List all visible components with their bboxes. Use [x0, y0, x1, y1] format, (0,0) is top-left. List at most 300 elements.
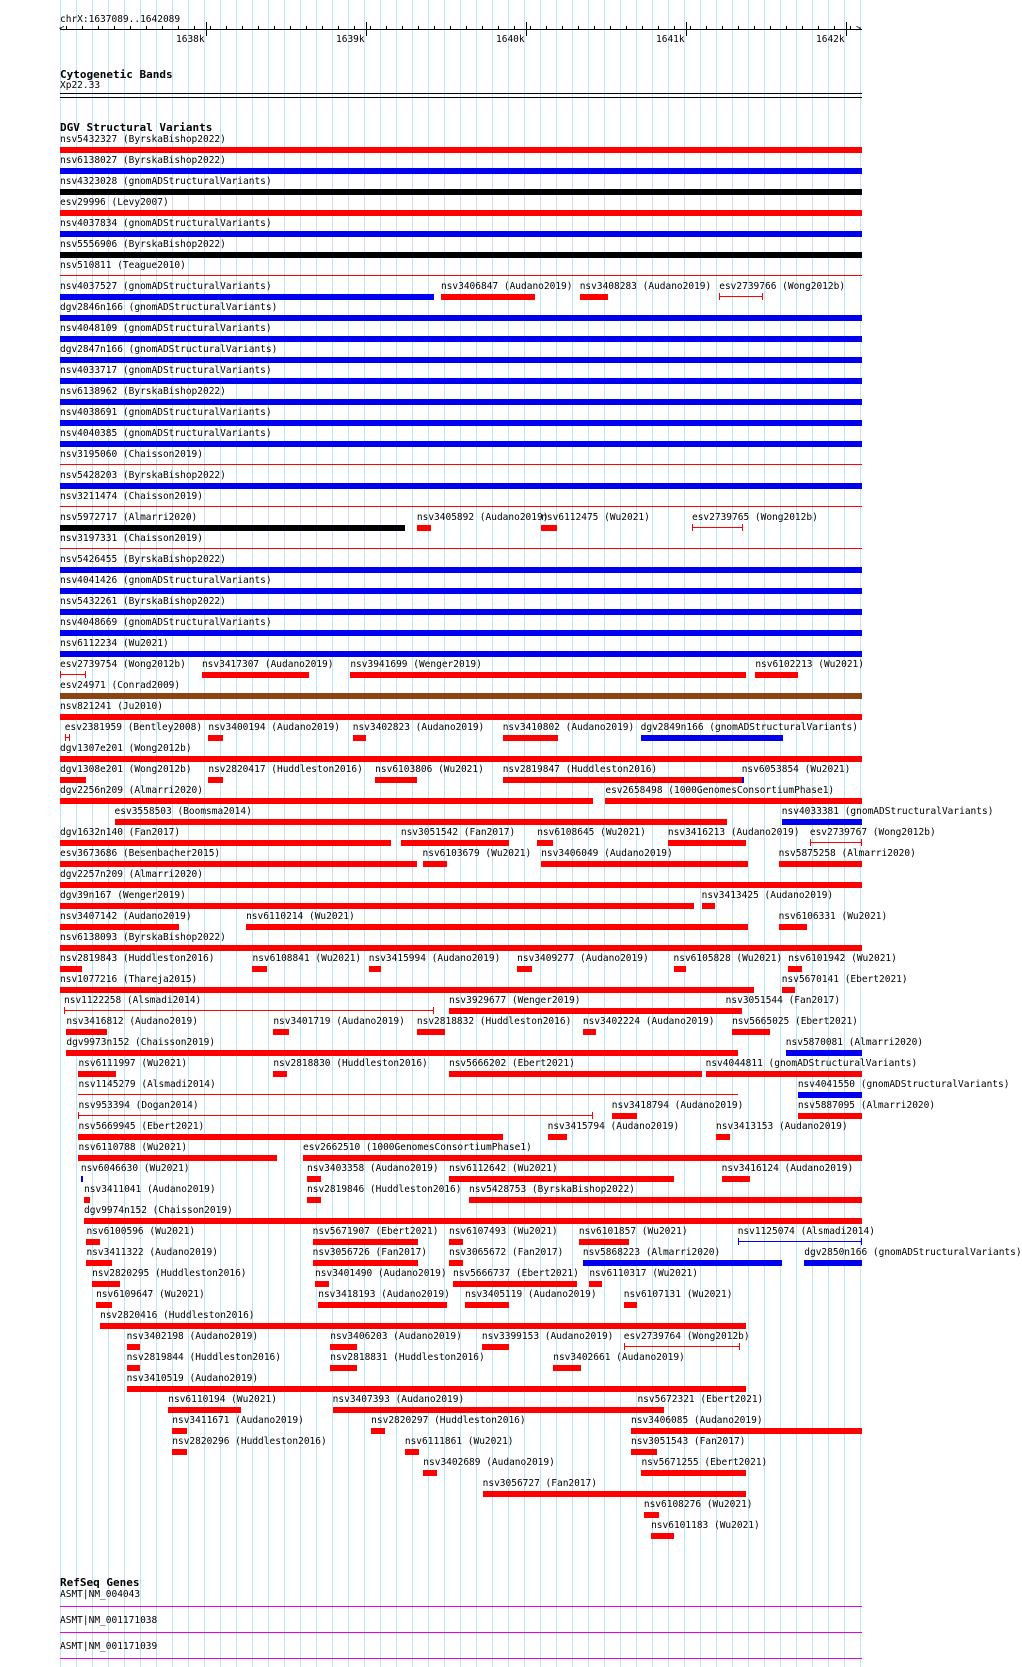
sv-feature-label[interactable]: nsv3941699 (Wenger2019): [350, 659, 482, 670]
sv-feature-label[interactable]: nsv5665025 (Ebert2021): [732, 1016, 858, 1027]
sv-feature-label[interactable]: nsv3411041 (Audano2019): [84, 1184, 216, 1195]
sv-feature-bar[interactable]: [60, 987, 754, 993]
sv-feature-label[interactable]: nsv3402823 (Audano2019): [352, 722, 485, 733]
sv-feature-label[interactable]: nsv4048669 (gnomADStructuralVariants): [60, 617, 272, 628]
sv-feature-bar[interactable]: [330, 1365, 356, 1371]
sv-feature-label[interactable]: nsv6138027 (ByrskaBishop2022): [60, 155, 226, 166]
sv-feature-label[interactable]: nsv6106331 (Wu2021): [778, 911, 888, 922]
sv-feature-bar[interactable]: [60, 441, 862, 447]
sv-feature-bar[interactable]: [60, 147, 862, 153]
sv-feature-label[interactable]: esv24971 (Conrad2009): [60, 680, 181, 691]
sv-feature-label[interactable]: nsv2820417 (Huddleston2016): [208, 764, 363, 775]
sv-feature-label[interactable]: nsv3065672 (Fan2017): [448, 1247, 564, 1258]
sv-feature-label[interactable]: nsv3416213 (Audano2019): [667, 827, 800, 838]
sv-feature-label[interactable]: nsv5868223 (Almarri2020): [582, 1247, 721, 1258]
sv-feature-label[interactable]: nsv4033381 (gnomADStructuralVariants): [781, 806, 994, 817]
sv-feature-bar[interactable]: [804, 1260, 862, 1266]
sv-feature-bar[interactable]: [60, 210, 862, 216]
sv-feature-label[interactable]: nsv1077216 (Thareja2015): [60, 974, 198, 985]
sv-feature-label[interactable]: nsv3406049 (Audano2019): [541, 848, 673, 859]
sv-feature-label[interactable]: nsv4044811 (gnomADStructuralVariants): [705, 1058, 918, 1069]
sv-feature-label[interactable]: nsv6112475 (Wu2021): [541, 512, 650, 523]
sv-feature-bar[interactable]: [589, 1281, 602, 1287]
sv-feature-bar[interactable]: [60, 168, 862, 174]
sv-feature-bar[interactable]: [541, 525, 557, 531]
sv-feature-bar[interactable]: [738, 1241, 862, 1242]
sv-feature-label[interactable]: nsv5670141 (Ebert2021): [781, 974, 908, 985]
sv-feature-bar[interactable]: [84, 1197, 90, 1203]
sv-feature-label[interactable]: dgv2257n209 (Almarri2020): [60, 869, 203, 880]
sv-feature-label[interactable]: nsv4037527 (gnomADStructuralVariants): [60, 281, 272, 292]
sv-feature-bar[interactable]: [449, 1008, 726, 1014]
sv-feature-label[interactable]: esv2739767 (Wong2012b): [809, 827, 936, 838]
sv-feature-label[interactable]: nsv3400194 (Audano2019): [208, 722, 340, 733]
sv-feature-label[interactable]: nsv6101183 (Wu2021): [651, 1520, 760, 1531]
sv-feature-bar[interactable]: [405, 1449, 419, 1455]
sv-feature-bar[interactable]: [60, 609, 862, 615]
sv-feature-label[interactable]: nsv5875258 (Almarri2020): [778, 848, 916, 859]
sv-feature-label[interactable]: nsv6053854 (Wu2021): [741, 764, 851, 775]
sv-feature-bar[interactable]: [742, 777, 744, 783]
sv-feature-bar[interactable]: [60, 189, 862, 195]
sv-feature-bar[interactable]: [401, 840, 509, 846]
sv-feature-label[interactable]: nsv6101942 (Wu2021): [788, 953, 897, 964]
sv-feature-bar[interactable]: [60, 336, 862, 342]
sv-feature-label[interactable]: nsv2819847 (Huddleston2016): [502, 764, 658, 775]
sv-feature-bar[interactable]: [779, 924, 808, 930]
sv-feature-bar[interactable]: [702, 903, 716, 909]
sv-feature-label[interactable]: nsv1145279 (Alsmadi2014): [78, 1079, 216, 1090]
sv-feature-bar[interactable]: [66, 1029, 106, 1035]
sv-feature-label[interactable]: nsv3211474 (Chaisson2019): [60, 491, 203, 502]
sv-feature-label[interactable]: nsv3413153 (Audano2019): [716, 1121, 848, 1132]
sv-feature-label[interactable]: nsv4040385 (gnomADStructuralVariants): [60, 428, 272, 439]
sv-feature-bar[interactable]: [78, 1134, 503, 1140]
sv-feature-bar[interactable]: [202, 672, 309, 678]
sv-feature-label[interactable]: nsv6138093 (ByrskaBishop2022): [60, 932, 226, 943]
sv-feature-label[interactable]: dgv2256n209 (Almarri2020): [60, 785, 203, 796]
sv-feature-bar[interactable]: [78, 1094, 737, 1095]
sv-feature-label[interactable]: nsv6112234 (Wu2021): [60, 638, 169, 649]
sv-feature-bar[interactable]: [60, 294, 434, 300]
refseq-gene-label[interactable]: ASMT|NM_001171038: [60, 1615, 158, 1626]
sv-feature-label[interactable]: esv2739765 (Wong2012b): [691, 512, 818, 523]
sv-feature-bar[interactable]: [60, 693, 862, 699]
sv-feature-label[interactable]: nsv4033717 (gnomADStructuralVariants): [60, 365, 272, 376]
sv-feature-label[interactable]: nsv6111997 (Wu2021): [78, 1058, 188, 1069]
sv-feature-label[interactable]: nsv2818830 (Huddleston2016): [273, 1058, 428, 1069]
sv-feature-bar[interactable]: [168, 1407, 241, 1413]
sv-feature-label[interactable]: nsv3401719 (Audano2019): [273, 1016, 405, 1027]
sv-feature-label[interactable]: nsv6102213 (Wu2021): [755, 659, 864, 670]
sv-feature-label[interactable]: nsv6110214 (Wu2021): [246, 911, 355, 922]
sv-feature-label[interactable]: dgv9973n152 (Chaisson2019): [66, 1037, 216, 1048]
sv-feature-bar[interactable]: [674, 966, 686, 972]
sv-feature-bar[interactable]: [60, 420, 862, 426]
sv-feature-bar[interactable]: [637, 1407, 663, 1413]
sv-feature-label[interactable]: nsv3051542 (Fan2017): [400, 827, 516, 838]
sv-feature-bar[interactable]: [60, 275, 862, 276]
sv-feature-bar[interactable]: [782, 987, 796, 993]
sv-feature-bar[interactable]: [631, 1449, 657, 1455]
sv-feature-bar[interactable]: [449, 1239, 463, 1245]
sv-feature-label[interactable]: nsv2820296 (Huddleston2016): [172, 1436, 327, 1447]
sv-feature-label[interactable]: nsv6100596 (Wu2021): [86, 1226, 196, 1237]
sv-feature-label[interactable]: nsv3051544 (Fan2017): [725, 995, 841, 1006]
sv-feature-bar[interactable]: [60, 756, 862, 762]
sv-feature-label[interactable]: nsv3402661 (Audano2019): [553, 1352, 685, 1363]
sv-feature-label[interactable]: nsv3411671 (Audano2019): [172, 1415, 304, 1426]
sv-feature-label[interactable]: nsv5428203 (ByrskaBishop2022): [60, 470, 226, 481]
sv-feature-label[interactable]: nsv1122258 (Alsmadi2014): [64, 995, 202, 1006]
sv-feature-label[interactable]: nsv6108276 (Wu2021): [643, 1499, 753, 1510]
sv-feature-bar[interactable]: [60, 882, 862, 888]
sv-feature-bar[interactable]: [307, 1176, 321, 1182]
sv-feature-label[interactable]: nsv5870081 (Almarri2020): [785, 1037, 924, 1048]
refseq-gene-line[interactable]: [60, 1606, 862, 1607]
sv-feature-bar[interactable]: [423, 861, 448, 867]
sv-feature-bar[interactable]: [503, 777, 742, 783]
sv-feature-bar[interactable]: [469, 1197, 862, 1203]
sv-feature-label[interactable]: nsv3056727 (Fan2017): [482, 1478, 598, 1489]
sv-feature-bar[interactable]: [78, 1115, 593, 1116]
sv-feature-bar[interactable]: [60, 231, 862, 237]
sv-feature-bar[interactable]: [60, 588, 862, 594]
sv-feature-bar[interactable]: [651, 1533, 673, 1539]
sv-feature-bar[interactable]: [465, 1302, 509, 1308]
sv-feature-label[interactable]: nsv3402689 (Audano2019): [423, 1457, 555, 1468]
sv-feature-label[interactable]: nsv4037834 (gnomADStructuralVariants): [60, 218, 272, 229]
sv-feature-bar[interactable]: [333, 1407, 662, 1413]
sv-feature-label[interactable]: nsv3403358 (Audano2019): [307, 1163, 439, 1174]
sv-feature-label[interactable]: dgv2850n166 (gnomADStructuralVariants): [804, 1247, 1022, 1258]
sv-feature-bar[interactable]: [449, 1071, 702, 1077]
sv-feature-label[interactable]: nsv2818831 (Huddleston2016): [330, 1352, 485, 1363]
sv-feature-bar[interactable]: [60, 464, 862, 465]
sv-feature-label[interactable]: nsv6108841 (Wu2021): [252, 953, 362, 964]
sv-feature-label[interactable]: nsv1125074 (Alsmadi2014): [737, 1226, 875, 1237]
sv-feature-bar[interactable]: [208, 777, 222, 783]
sv-feature-bar[interactable]: [127, 1344, 141, 1350]
sv-feature-label[interactable]: nsv6108645 (Wu2021): [537, 827, 646, 838]
sv-feature-bar[interactable]: [810, 842, 862, 843]
sv-feature-label[interactable]: nsv3929677 (Wenger2019): [448, 995, 581, 1006]
sv-feature-bar[interactable]: [612, 1113, 638, 1119]
sv-feature-label[interactable]: nsv821241 (Ju2010): [60, 701, 163, 712]
sv-feature-bar[interactable]: [313, 1260, 419, 1266]
sv-feature-bar[interactable]: [732, 1029, 770, 1035]
sv-feature-label[interactable]: nsv3406085 (Audano2019): [631, 1415, 763, 1426]
sv-feature-bar[interactable]: [315, 1281, 329, 1287]
sv-feature-label[interactable]: nsv3402198 (Audano2019): [126, 1331, 259, 1342]
sv-feature-label[interactable]: nsv4041426 (gnomADStructuralVariants): [60, 575, 272, 586]
sv-feature-label[interactable]: nsv5666202 (Ebert2021): [448, 1058, 575, 1069]
sv-feature-label[interactable]: nsv5426455 (ByrskaBishop2022): [60, 554, 226, 565]
sv-feature-bar[interactable]: [66, 1050, 737, 1056]
sv-feature-label[interactable]: nsv3410519 (Audano2019): [126, 1373, 259, 1384]
sv-feature-label[interactable]: nsv6110788 (Wu2021): [78, 1142, 188, 1153]
sv-feature-label[interactable]: esv2662510 (1000GenomesConsortiumPhase1): [303, 1142, 532, 1153]
sv-feature-bar[interactable]: [782, 819, 862, 825]
sv-feature-bar[interactable]: [60, 861, 417, 867]
sv-feature-bar[interactable]: [60, 840, 391, 846]
sv-feature-bar[interactable]: [86, 1239, 100, 1245]
sv-feature-label[interactable]: nsv5432327 (ByrskaBishop2022): [60, 134, 226, 145]
sv-feature-label[interactable]: nsv6107493 (Wu2021): [448, 1226, 558, 1237]
sv-feature-bar[interactable]: [313, 1239, 419, 1245]
sv-feature-bar[interactable]: [60, 567, 862, 573]
sv-feature-label[interactable]: nsv2820416 (Huddleston2016): [100, 1310, 255, 1321]
sv-feature-label[interactable]: nsv5428753 (ByrskaBishop2022): [469, 1184, 635, 1195]
sv-feature-bar[interactable]: [60, 630, 862, 636]
sv-feature-label[interactable]: nsv4323028 (gnomADStructuralVariants): [60, 176, 272, 187]
sv-feature-bar[interactable]: [307, 1197, 321, 1203]
sv-feature-bar[interactable]: [482, 1344, 509, 1350]
sv-feature-bar[interactable]: [417, 525, 431, 531]
sv-feature-bar[interactable]: [483, 1491, 746, 1497]
sv-feature-bar[interactable]: [303, 1155, 862, 1161]
sv-feature-label[interactable]: nsv3195060 (Chaisson2019): [60, 449, 203, 460]
sv-feature-label[interactable]: nsv3415994 (Audano2019): [368, 953, 501, 964]
sv-feature-label[interactable]: nsv6107131 (Wu2021): [623, 1289, 733, 1300]
sv-feature-label[interactable]: nsv3399153 (Audano2019): [481, 1331, 614, 1342]
sv-feature-bar[interactable]: [641, 735, 784, 741]
sv-feature-bar[interactable]: [350, 672, 745, 678]
sv-feature-label[interactable]: nsv3416124 (Audano2019): [721, 1163, 854, 1174]
sv-feature-label[interactable]: nsv6110194 (Wu2021): [168, 1394, 277, 1405]
sv-feature-bar[interactable]: [417, 1029, 445, 1035]
sv-feature-label[interactable]: esv2739764 (Wong2012b): [623, 1331, 750, 1342]
sv-feature-label[interactable]: nsv5432261 (ByrskaBishop2022): [60, 596, 226, 607]
sv-feature-bar[interactable]: [60, 315, 862, 321]
sv-feature-label[interactable]: nsv5972717 (Almarri2020): [60, 512, 198, 523]
sv-feature-bar[interactable]: [726, 1008, 742, 1014]
sv-feature-bar[interactable]: [788, 966, 802, 972]
sv-feature-label[interactable]: nsv2819843 (Huddleston2016): [60, 953, 215, 964]
sv-feature-label[interactable]: nsv3406847 (Audano2019): [440, 281, 573, 292]
sv-feature-label[interactable]: nsv6105828 (Wu2021): [673, 953, 783, 964]
sv-feature-bar[interactable]: [548, 1134, 567, 1140]
sv-feature-bar[interactable]: [172, 1449, 186, 1455]
sv-feature-bar[interactable]: [453, 1281, 577, 1287]
sv-feature-bar[interactable]: [81, 1176, 83, 1182]
sv-feature-bar[interactable]: [449, 1260, 463, 1266]
sv-feature-label[interactable]: nsv2820295 (Huddleston2016): [92, 1268, 247, 1279]
sv-feature-bar[interactable]: [60, 924, 179, 930]
sv-feature-bar[interactable]: [503, 735, 558, 741]
sv-feature-bar[interactable]: [100, 1323, 746, 1329]
sv-feature-label[interactable]: nsv953394 (Dogan2014): [78, 1100, 199, 1111]
sv-feature-bar[interactable]: [246, 924, 748, 930]
sv-feature-label[interactable]: nsv3416812 (Audano2019): [66, 1016, 198, 1027]
sv-feature-label[interactable]: nsv3405892 (Audano2019): [416, 512, 549, 523]
sv-feature-label[interactable]: nsv2819846 (Huddleston2016): [307, 1184, 462, 1195]
sv-feature-label[interactable]: nsv3405119 (Audano2019): [465, 1289, 597, 1300]
sv-feature-bar[interactable]: [798, 1092, 862, 1098]
sv-feature-label[interactable]: nsv3408283 (Audano2019): [579, 281, 712, 292]
sv-feature-bar[interactable]: [786, 1050, 862, 1056]
sv-feature-label[interactable]: nsv6112642 (Wu2021): [448, 1163, 558, 1174]
sv-feature-label[interactable]: esv3673686 (Besenbacher2015): [60, 848, 221, 859]
sv-feature-bar[interactable]: [719, 296, 763, 297]
sv-feature-bar[interactable]: [64, 1010, 434, 1011]
sv-feature-label[interactable]: nsv3197331 (Chaisson2019): [60, 533, 203, 544]
sv-feature-bar[interactable]: [716, 1134, 730, 1140]
sv-feature-bar[interactable]: [668, 840, 746, 846]
sv-feature-bar[interactable]: [60, 525, 405, 531]
sv-feature-label[interactable]: nsv5556906 (ByrskaBishop2022): [60, 239, 226, 250]
sv-feature-bar[interactable]: [583, 1029, 596, 1035]
sv-feature-bar[interactable]: [541, 861, 748, 867]
sv-feature-bar[interactable]: [579, 1239, 630, 1245]
sv-feature-bar[interactable]: [208, 735, 222, 741]
sv-feature-label[interactable]: nsv3409277 (Audano2019): [517, 953, 649, 964]
sv-feature-bar[interactable]: [692, 527, 743, 528]
sv-feature-bar[interactable]: [60, 399, 862, 405]
sv-feature-label[interactable]: nsv3413425 (Audano2019): [701, 890, 834, 901]
sv-feature-bar[interactable]: [92, 1281, 120, 1287]
sv-feature-bar[interactable]: [60, 506, 862, 507]
sv-feature-bar[interactable]: [553, 1365, 581, 1371]
sv-feature-bar[interactable]: [84, 1218, 862, 1224]
sv-feature-bar[interactable]: [252, 966, 266, 972]
sv-feature-label[interactable]: nsv3411322 (Audano2019): [86, 1247, 219, 1258]
sv-feature-label[interactable]: esv2739766 (Wong2012b): [719, 281, 846, 292]
sv-feature-bar[interactable]: [631, 1428, 862, 1434]
sv-feature-label[interactable]: dgv1307e201 (Wong2012b): [60, 743, 192, 754]
sv-feature-bar[interactable]: [580, 294, 608, 300]
sv-feature-label[interactable]: nsv3407393 (Audano2019): [332, 1394, 465, 1405]
sv-feature-bar[interactable]: [583, 1260, 782, 1266]
sv-feature-label[interactable]: dgv1308e201 (Wong2012b): [60, 764, 192, 775]
sv-feature-label[interactable]: esv3558503 (Boomsma2014): [114, 806, 252, 817]
sv-feature-bar[interactable]: [722, 1176, 750, 1182]
sv-feature-bar[interactable]: [60, 651, 862, 657]
sv-feature-label[interactable]: nsv3418193 (Audano2019): [318, 1289, 450, 1300]
sv-feature-bar[interactable]: [624, 1346, 740, 1347]
sv-feature-label[interactable]: nsv3407142 (Audano2019): [60, 911, 192, 922]
sv-feature-bar[interactable]: [779, 861, 862, 867]
sv-feature-label[interactable]: nsv6111861 (Wu2021): [404, 1436, 514, 1447]
sv-feature-bar[interactable]: [60, 798, 593, 804]
sv-feature-bar[interactable]: [798, 1113, 862, 1119]
sv-feature-bar[interactable]: [441, 294, 535, 300]
sv-feature-bar[interactable]: [330, 1344, 356, 1350]
sv-feature-bar[interactable]: [60, 714, 862, 720]
sv-feature-label[interactable]: nsv3056726 (Fan2017): [312, 1247, 428, 1258]
sv-feature-label[interactable]: nsv6103679 (Wu2021): [422, 848, 532, 859]
sv-feature-label[interactable]: nsv2819844 (Huddleston2016): [126, 1352, 281, 1363]
sv-feature-label[interactable]: nsv3402224 (Audano2019): [582, 1016, 715, 1027]
sv-feature-label[interactable]: nsv6046630 (Wu2021): [80, 1163, 190, 1174]
sv-feature-label[interactable]: esv2739754 (Wong2012b): [60, 659, 186, 670]
sv-feature-bar[interactable]: [127, 1386, 746, 1392]
sv-feature-bar[interactable]: [60, 357, 862, 363]
sv-feature-bar[interactable]: [273, 1071, 287, 1077]
sv-feature-label[interactable]: nsv5666737 (Ebert2021): [452, 1268, 579, 1279]
sv-feature-label[interactable]: nsv4048109 (gnomADStructuralVariants): [60, 323, 272, 334]
sv-feature-bar[interactable]: [369, 966, 381, 972]
dgv-track-title[interactable]: DGV Structural Variants: [60, 121, 213, 134]
sv-feature-label[interactable]: nsv3401490 (Audano2019): [315, 1268, 447, 1279]
sv-feature-label[interactable]: nsv3417307 (Audano2019): [201, 659, 334, 670]
sv-feature-label[interactable]: dgv2849n166 (gnomADStructuralVariants): [640, 722, 858, 733]
sv-feature-bar[interactable]: [60, 777, 86, 783]
sv-feature-bar[interactable]: [172, 1428, 186, 1434]
sv-feature-label[interactable]: nsv3418794 (Audano2019): [611, 1100, 744, 1111]
sv-feature-bar[interactable]: [755, 672, 798, 678]
sv-feature-label[interactable]: nsv3415794 (Audano2019): [547, 1121, 680, 1132]
sv-feature-label[interactable]: nsv6138962 (ByrskaBishop2022): [60, 386, 226, 397]
sv-feature-bar[interactable]: [127, 1365, 141, 1371]
sv-feature-label[interactable]: dgv1632n140 (Fan2017): [60, 827, 181, 838]
sv-feature-bar[interactable]: [78, 1155, 276, 1161]
sv-feature-label[interactable]: esv2381959 (Bentley2008): [64, 722, 203, 733]
sv-feature-bar[interactable]: [60, 966, 82, 972]
sv-feature-bar[interactable]: [371, 1428, 385, 1434]
sv-feature-label[interactable]: nsv4041550 (gnomADStructuralVariants): [797, 1079, 1010, 1090]
sv-feature-bar[interactable]: [60, 378, 862, 384]
sv-feature-bar[interactable]: [641, 1470, 745, 1476]
sv-feature-bar[interactable]: [605, 798, 862, 804]
sv-feature-bar[interactable]: [353, 735, 367, 741]
sv-feature-label[interactable]: nsv5887095 (Almarri2020): [797, 1100, 936, 1111]
refseq-gene-line[interactable]: [60, 1658, 862, 1659]
sv-feature-label[interactable]: nsv6103806 (Wu2021): [375, 764, 484, 775]
sv-feature-bar[interactable]: [423, 1470, 437, 1476]
sv-feature-bar[interactable]: [537, 840, 553, 846]
refseq-gene-label[interactable]: ASMT|NM_004043: [60, 1589, 141, 1600]
sv-feature-bar[interactable]: [644, 1512, 659, 1518]
sv-feature-bar[interactable]: [706, 1071, 862, 1077]
sv-feature-label[interactable]: nsv5671907 (Ebert2021): [312, 1226, 439, 1237]
refseq-track-title[interactable]: RefSeq Genes: [60, 1576, 140, 1589]
sv-feature-bar[interactable]: [60, 483, 862, 489]
sv-feature-bar[interactable]: [318, 1302, 446, 1308]
sv-feature-label[interactable]: nsv5669945 (Ebert2021): [78, 1121, 205, 1132]
sv-feature-label[interactable]: dgv39n167 (Wenger2019): [60, 890, 186, 901]
sv-feature-bar[interactable]: [60, 945, 862, 951]
sv-feature-label[interactable]: nsv2820297 (Huddleston2016): [371, 1415, 526, 1426]
sv-feature-label[interactable]: esv2658498 (1000GenomesConsortiumPhase1): [605, 785, 835, 796]
sv-feature-label[interactable]: dgv9974n152 (Chaisson2019): [84, 1205, 233, 1216]
sv-feature-label[interactable]: nsv3406203 (Audano2019): [330, 1331, 462, 1342]
sv-feature-bar[interactable]: [96, 1302, 112, 1308]
sv-feature-bar[interactable]: [624, 1302, 638, 1308]
sv-feature-label[interactable]: nsv6109647 (Wu2021): [96, 1289, 205, 1300]
sv-feature-label[interactable]: esv29996 (Levy2007): [60, 197, 169, 208]
sv-feature-label[interactable]: dgv2847n166 (gnomADStructuralVariants): [60, 344, 278, 355]
sv-feature-label[interactable]: nsv4038691 (gnomADStructuralVariants): [60, 407, 272, 418]
refseq-gene-line[interactable]: [60, 1632, 862, 1633]
sv-feature-label[interactable]: nsv6101857 (Wu2021): [578, 1226, 688, 1237]
sv-feature-bar[interactable]: [60, 252, 862, 258]
sv-feature-bar[interactable]: [273, 1029, 289, 1035]
sv-feature-label[interactable]: nsv6110317 (Wu2021): [589, 1268, 698, 1279]
sv-feature-bar[interactable]: [375, 777, 417, 783]
sv-feature-bar[interactable]: [60, 548, 862, 549]
sv-feature-label[interactable]: nsv510811 (Teague2010): [60, 260, 186, 271]
sv-feature-bar[interactable]: [86, 1260, 112, 1266]
sv-feature-label[interactable]: dgv2846n166 (gnomADStructuralVariants): [60, 302, 278, 313]
sv-feature-bar[interactable]: [60, 674, 86, 675]
sv-feature-label[interactable]: nsv3051543 (Fan2017): [631, 1436, 746, 1447]
sv-feature-bar[interactable]: [115, 819, 728, 825]
refseq-gene-label[interactable]: ASMT|NM_001171039: [60, 1641, 158, 1652]
sv-feature-label[interactable]: nsv3410802 (Audano2019): [502, 722, 635, 733]
sv-feature-bar[interactable]: [449, 1176, 674, 1182]
sv-feature-bar[interactable]: [78, 1071, 116, 1077]
